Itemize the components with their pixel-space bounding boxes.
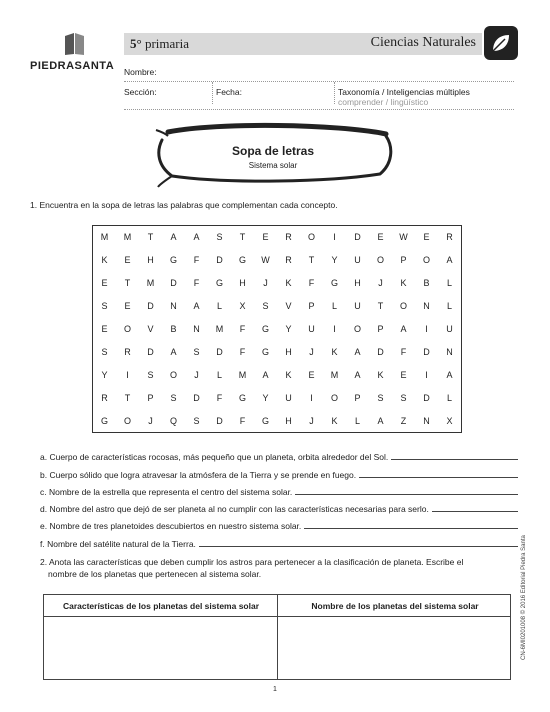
grid-letter[interactable]: Z — [400, 416, 407, 426]
grid-letter[interactable]: F — [239, 347, 246, 357]
grid-letter[interactable]: E — [124, 255, 131, 265]
section-label: Sección: — [124, 87, 157, 97]
question-2 — [40, 556, 518, 580]
grid-letter[interactable]: L — [216, 301, 222, 311]
grid-letter[interactable]: P — [308, 301, 315, 311]
grid-letter[interactable]: V — [147, 324, 154, 334]
grid-letter[interactable]: L — [446, 301, 452, 311]
grid-letter[interactable]: O — [123, 416, 131, 426]
grid-letter[interactable]: I — [310, 393, 313, 403]
grid-letter[interactable]: L — [446, 393, 452, 403]
side-code: CN-6MI0201008 © 2016 Editorial Piedra Santa — [521, 535, 527, 660]
grid-letter[interactable]: K — [101, 255, 108, 265]
grid-letter[interactable]: J — [309, 416, 314, 426]
grid-letter[interactable]: F — [400, 347, 407, 357]
grid-letter[interactable]: T — [308, 255, 315, 265]
grid-letter[interactable]: D — [193, 393, 200, 403]
grid-letter[interactable]: G — [215, 278, 223, 288]
grid-letter[interactable]: A — [446, 255, 453, 265]
grid-letter[interactable]: D — [354, 232, 361, 242]
grid-letter[interactable]: O — [307, 232, 315, 242]
grid-letter[interactable]: K — [331, 416, 338, 426]
grid-letter[interactable]: A — [193, 301, 200, 311]
grid-letter[interactable]: D — [170, 278, 177, 288]
grid-letter[interactable]: G — [330, 278, 338, 288]
answer-line[interactable] — [295, 494, 518, 495]
clue-text: d. Nombre del astro que dejó de ser planeta al no cumplir con las características necesarias para serlo. — [40, 504, 429, 515]
grid-letter[interactable]: P — [400, 255, 407, 265]
grid-letter[interactable]: S — [216, 232, 223, 242]
grid-letter[interactable]: D — [216, 347, 223, 357]
grid-letter[interactable]: Y — [101, 370, 108, 380]
clue-text: b. Cuerpo sólido que logra atravesar la atmósfera de la Tierra y se prende en fuego. — [40, 469, 357, 480]
grid-letter[interactable]: G — [238, 393, 246, 403]
grid-letter[interactable]: E — [124, 301, 131, 311]
logo-text: PIEDRASANTA — [30, 60, 115, 72]
grid-letter[interactable]: E — [101, 278, 108, 288]
grid-letter[interactable]: G — [238, 255, 246, 265]
grade-number: 5° — [130, 36, 142, 51]
taxonomy-info — [334, 82, 470, 107]
grid-letter[interactable]: G — [261, 324, 269, 334]
grid-letter[interactable]: V — [285, 301, 292, 311]
grid-letter[interactable]: M — [146, 278, 155, 288]
grid-letter[interactable]: S — [101, 347, 108, 357]
grid-letter[interactable]: A — [400, 324, 407, 334]
grid-letter[interactable]: J — [263, 278, 268, 288]
grid-letter[interactable]: H — [354, 278, 361, 288]
table-header-characteristics: Características de los planetas del sistema solar — [62, 601, 260, 611]
grid-letter[interactable]: I — [333, 324, 336, 334]
grid-letter[interactable]: U — [446, 324, 453, 334]
grid-letter[interactable]: O — [353, 324, 361, 334]
grade-label — [130, 36, 189, 52]
planets-table — [43, 594, 511, 680]
clue-text: a. Cuerpo de características rocosas, más pequeño que un planeta, orbita alrededor del Sol. — [40, 452, 389, 463]
section-field[interactable] — [124, 87, 157, 97]
grid-letter[interactable]: I — [425, 370, 428, 380]
header-bar — [124, 33, 482, 55]
clue-item — [40, 514, 518, 531]
title-banner — [148, 118, 398, 188]
grid-letter[interactable]: G — [261, 416, 269, 426]
grid-letter[interactable]: U — [354, 301, 361, 311]
grid-letter[interactable]: D — [423, 393, 430, 403]
table-divider — [277, 595, 278, 679]
grid-letter[interactable]: K — [331, 347, 338, 357]
grid-letter[interactable]: L — [446, 278, 452, 288]
word-search-grid — [92, 225, 462, 433]
grid-letter[interactable]: A — [377, 416, 384, 426]
grid-letter[interactable]: F — [193, 278, 200, 288]
activity-subtitle: Sistema solar — [248, 161, 298, 170]
taxonomy-label: Taxonomía / Inteligencias múltiples — [338, 87, 470, 97]
grid-letter[interactable]: A — [354, 347, 361, 357]
grid-letter[interactable]: H — [239, 278, 246, 288]
answer-line[interactable] — [199, 546, 518, 547]
clue-text: e. Nombre de tres planetoides descubiertos en nuestro sistema solar. — [40, 521, 302, 532]
grid-letter[interactable]: H — [147, 255, 154, 265]
grid-letter[interactable]: S — [147, 370, 154, 380]
question-2-line-2: nombre de los planetas que pertenecen al sistema solar. — [48, 569, 262, 579]
grid-letter[interactable]: A — [446, 370, 453, 380]
grid-letter[interactable]: D — [147, 347, 154, 357]
grid-letter[interactable]: S — [400, 393, 407, 403]
table-header-planets: Nombre de los planetas del sistema solar — [311, 601, 479, 611]
grid-letter[interactable]: M — [330, 370, 339, 380]
name-label: Nombre: — [124, 67, 157, 77]
info-row — [124, 82, 514, 110]
name-field[interactable] — [124, 62, 514, 82]
grid-letter[interactable]: D — [377, 347, 384, 357]
subject-badge — [484, 26, 518, 60]
grid-letter[interactable]: J — [194, 370, 199, 380]
grid-letter[interactable]: A — [170, 232, 177, 242]
grid-letter[interactable]: P — [377, 324, 384, 334]
taxonomy-sub: comprender / lingüístico — [338, 97, 429, 107]
grid-letter[interactable]: L — [331, 301, 337, 311]
grid-letter[interactable]: F — [193, 255, 200, 265]
grid-letter[interactable]: A — [354, 370, 361, 380]
grid-letter[interactable]: A — [262, 370, 269, 380]
grid-letter[interactable]: X — [239, 301, 246, 311]
clue-item — [40, 480, 518, 497]
grid-letter[interactable]: E — [423, 232, 430, 242]
clue-item — [40, 497, 518, 514]
grid-letter[interactable]: M — [100, 232, 109, 242]
grid-letter[interactable]: J — [148, 416, 153, 426]
grid-letter[interactable]: N — [423, 416, 430, 426]
grid-letter[interactable]: Y — [331, 255, 338, 265]
book-icon — [62, 32, 88, 56]
grid-letter[interactable]: D — [147, 301, 154, 311]
grid-letter[interactable]: O — [169, 370, 177, 380]
grid-letter[interactable]: M — [238, 370, 247, 380]
grid-letter[interactable]: E — [308, 370, 315, 380]
grid-letter[interactable]: S — [170, 393, 177, 403]
grid-letter[interactable]: Y — [285, 324, 292, 334]
grid-letter[interactable]: O — [330, 393, 338, 403]
grid-letter[interactable]: R — [285, 255, 292, 265]
grid-letter[interactable]: U — [354, 255, 361, 265]
grid-letter[interactable]: G — [100, 416, 108, 426]
grid-letter[interactable]: L — [354, 416, 360, 426]
date-field[interactable] — [212, 82, 242, 104]
grid-letter[interactable]: S — [193, 347, 200, 357]
grid-letter[interactable]: I — [425, 324, 428, 334]
grid-letter[interactable]: D — [216, 255, 223, 265]
grid-letter[interactable]: N — [446, 347, 453, 357]
grid-letter[interactable]: R — [446, 232, 453, 242]
grid-letter[interactable]: O — [376, 255, 384, 265]
grid-letter[interactable]: P — [147, 393, 154, 403]
grid-letter[interactable]: Y — [262, 393, 269, 403]
grid-letter[interactable]: I — [126, 370, 129, 380]
grid-letter[interactable]: O — [123, 324, 131, 334]
grid-letter[interactable]: T — [124, 278, 131, 288]
grid-letter[interactable]: S — [193, 416, 200, 426]
grid-letter[interactable]: E — [377, 232, 384, 242]
grid-letter[interactable]: N — [193, 324, 200, 334]
answer-line[interactable] — [432, 511, 518, 512]
grid-letter[interactable]: D — [216, 416, 223, 426]
grid-letter[interactable]: I — [333, 232, 336, 242]
answer-line[interactable] — [391, 459, 518, 460]
grid-letter[interactable]: M — [215, 324, 224, 334]
grid-letter[interactable]: S — [101, 301, 108, 311]
grid-letter[interactable]: T — [124, 393, 131, 403]
grid-letter[interactable]: A — [170, 347, 177, 357]
subject-title: Ciencias Naturales — [370, 35, 476, 50]
grid-letter[interactable]: J — [309, 347, 314, 357]
grid-letter[interactable]: K — [285, 370, 292, 380]
grid-letter[interactable]: G — [261, 347, 269, 357]
grid-letter[interactable]: T — [239, 232, 246, 242]
grid-letter[interactable]: U — [285, 393, 292, 403]
grid-letter[interactable]: U — [308, 324, 315, 334]
grade-text: primaria — [141, 36, 189, 51]
grid-letter[interactable]: J — [378, 278, 383, 288]
grid-letter[interactable]: L — [216, 370, 222, 380]
grid-letter[interactable]: S — [377, 393, 384, 403]
grid-letter[interactable]: E — [400, 370, 407, 380]
grid-letter[interactable]: R — [101, 393, 108, 403]
clue-item — [40, 531, 518, 548]
grid-letter[interactable]: N — [170, 301, 177, 311]
activity-title: Sopa de letras — [231, 144, 315, 158]
grid-letter[interactable]: W — [261, 255, 270, 265]
question-1: 1. Encuentra en la sopa de letras las palabras que complementan cada concepto. — [30, 200, 338, 210]
clue-text: c. Nombre de la estrella que representa el centro del sistema solar. — [40, 486, 293, 497]
grid-letter[interactable]: D — [423, 347, 430, 357]
grid-letter[interactable]: O — [399, 301, 407, 311]
grid-letter[interactable]: H — [285, 347, 292, 357]
grid-letter[interactable]: W — [399, 232, 408, 242]
grid-letter[interactable]: K — [377, 370, 384, 380]
grid-letter[interactable]: S — [262, 301, 269, 311]
grid-letter[interactable]: T — [377, 301, 384, 311]
grid-letter[interactable]: F — [239, 416, 246, 426]
clue-item — [40, 445, 518, 462]
grid-letter[interactable]: B — [423, 278, 430, 288]
clue-item — [40, 462, 518, 479]
grid-letter[interactable]: F — [308, 278, 315, 288]
grid-letter[interactable]: B — [170, 324, 177, 334]
answer-line[interactable] — [304, 528, 518, 529]
grid-letter[interactable]: N — [423, 301, 430, 311]
grid-letter[interactable]: E — [101, 324, 108, 334]
grid-letter[interactable]: X — [446, 416, 453, 426]
grid-letter[interactable]: K — [285, 278, 292, 288]
grid-letter[interactable]: T — [147, 232, 154, 242]
grid-letter[interactable]: M — [123, 232, 132, 242]
page-number: 1 — [273, 686, 277, 693]
leaf-icon — [489, 31, 513, 55]
grid-letter[interactable]: G — [169, 255, 177, 265]
student-fields — [124, 62, 514, 110]
answer-line[interactable] — [359, 477, 518, 478]
clue-list — [40, 445, 518, 549]
grid-letter[interactable]: O — [422, 255, 430, 265]
grid-letter[interactable]: E — [262, 232, 269, 242]
grid-letter[interactable]: R — [285, 232, 292, 242]
grid-letter[interactable]: F — [216, 393, 223, 403]
clue-text: f. Nombre del satélite natural de la Tierra. — [40, 538, 196, 549]
question-2-line-1: 2. Anota las características que deben cumplir los astros para pertenecer a la clasificación de planeta. Escribe el — [40, 557, 464, 567]
date-label: Fecha: — [216, 87, 242, 97]
grid-letter[interactable]: A — [193, 232, 200, 242]
grid-letter[interactable]: R — [124, 347, 131, 357]
grid-letter[interactable]: Q — [169, 416, 177, 426]
grid-letter[interactable]: F — [239, 324, 246, 334]
grid-letter[interactable]: K — [400, 278, 407, 288]
grid-letter[interactable]: H — [285, 416, 292, 426]
grid-letter[interactable]: P — [354, 393, 361, 403]
